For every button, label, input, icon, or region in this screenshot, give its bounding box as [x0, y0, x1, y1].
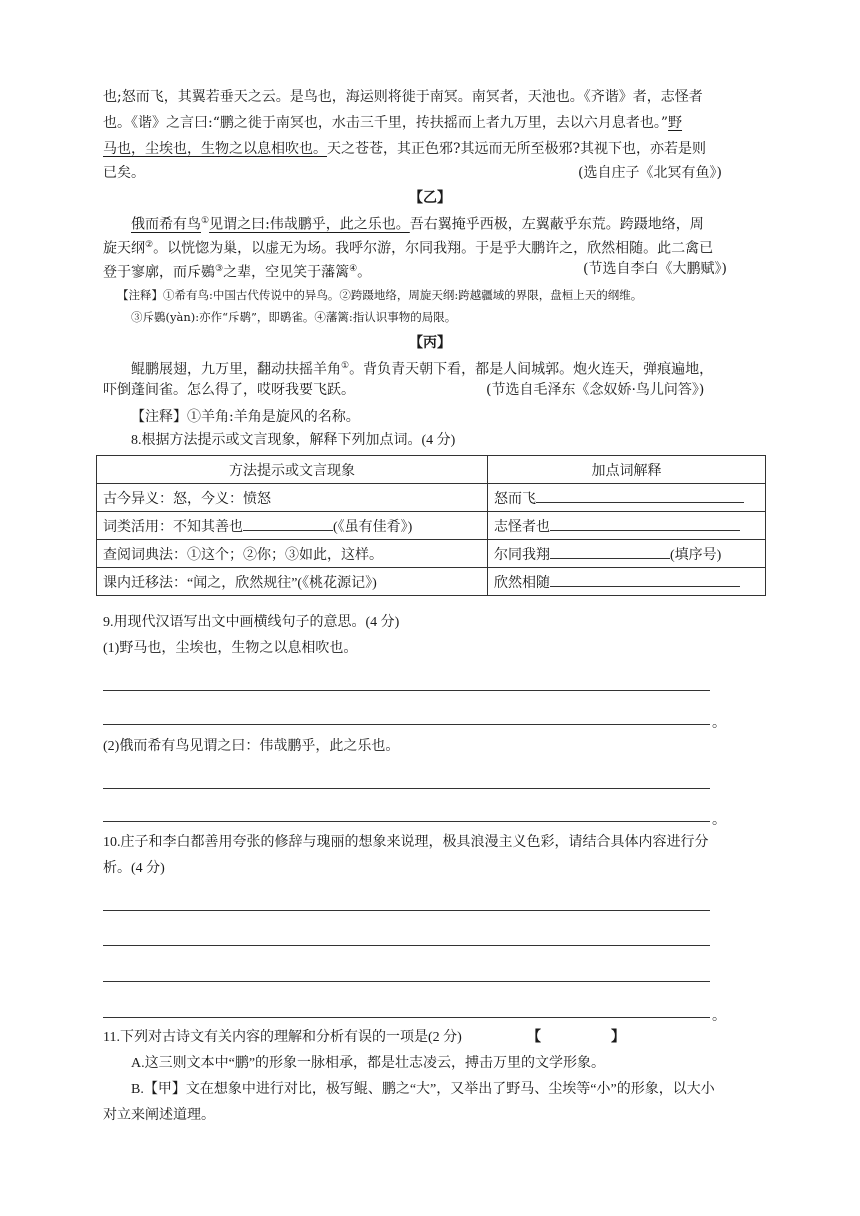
q9-sub1: (1)野马也，尘埃也，生物之以息相吹也。: [103, 641, 358, 656]
q8-item-suffix: (填序号): [670, 547, 722, 563]
passage-yi-line1-rest: 吾右翼掩乎西极，左翼蔽乎东荒。跨蹑地络，周: [409, 216, 704, 233]
note-mark-2: ②: [145, 240, 154, 250]
passage-yi-heading: 【乙】: [409, 190, 451, 206]
passage-yi-source: (节选自李白《大鹏赋》): [583, 261, 727, 277]
table-row: [97, 512, 766, 540]
q11-prompt: 11.下列对古诗文有关内容的理解和分析有误的一项是(2 分): [103, 1030, 462, 1045]
q8-method-cell: 古今异义：怒，今义：愤怒: [97, 484, 488, 512]
q8-method-suffix: (《虽有佳肴》): [333, 519, 413, 535]
q8-header-method: 方法提示或文言现象: [97, 456, 488, 484]
answer-line[interactable]: [103, 690, 710, 691]
passage-yi-line1: [131, 212, 704, 234]
table-row: [97, 568, 766, 596]
answer-period: 。: [712, 715, 726, 731]
q8-prompt: 8.根据方法提示或文言现象，解释下列加点词。(4 分): [131, 433, 456, 448]
q8-answer-cell: [488, 484, 766, 512]
q11-option-b-line1[interactable]: B.【甲】文在想象中进行对比，极写鲲、鹏之“大”，又举出了野马、尘埃等“小”的形象，以大小: [131, 1082, 715, 1097]
q8-item: 志怪者也: [494, 519, 550, 535]
answer-blank[interactable]: [536, 488, 744, 503]
q8-header-answer: 加点词解释: [488, 456, 766, 484]
passage-bing-line2: 吓倒蓬间雀。怎么得了，哎呀我要飞跃。: [103, 382, 355, 398]
passage-jia-line2: [103, 114, 682, 132]
passage-bing-line1-rest: 。背负青天朝下看，都是人间城郭。炮火连天，弹痕遍地，: [349, 361, 714, 378]
q11-option-a[interactable]: A.这三则文本中“鹏”的形象一脉相承，都是壮志凌云，搏击万里的文学形象。: [131, 1056, 606, 1071]
q11-option-b-line2: 对立来阐述道理。: [103, 1108, 215, 1123]
answer-line[interactable]: [103, 910, 710, 911]
q10-prompt-line2: 析。(4 分): [103, 861, 165, 876]
underlined-sentence-2b: 见谓之曰:伟哉鹏乎，此之乐也。: [209, 216, 410, 233]
passage-yi-line2-rest: 。以恍惚为巢，以虚无为场。我呼尔游，尔同我翔。于是乎大鹏许之，欣然相随。此二禽已: [153, 240, 714, 257]
passage-yi-line2-text: 旋天纲: [103, 240, 145, 257]
q8-answer-cell: [488, 540, 766, 568]
q8-method-cell: 查阅词典法：①这个；②你；③如此，这样。: [97, 540, 488, 568]
passage-bing-heading: 【丙】: [409, 335, 451, 351]
passage-bing-line1-text: 鲲鹏展翅，九万里，翻动扶摇羊角: [131, 361, 341, 378]
q8-answer-cell: [488, 568, 766, 596]
passage-yi-line2: [103, 236, 713, 258]
q8-item: 尔同我翔: [494, 547, 550, 563]
underlined-sentence-1-start: 野: [668, 115, 683, 131]
q9-sub2: (2)俄而希有鸟见谓之曰：伟哉鹏乎，此之乐也。: [103, 739, 400, 754]
passage-jia-line4: 已矣。: [103, 165, 145, 181]
answer-line[interactable]: [103, 981, 710, 982]
q8-item: 怒而飞: [494, 491, 536, 507]
answer-blank[interactable]: [550, 544, 670, 559]
passage-yi-notes-2: ③斥鷃(yàn):亦作“斥鹖”，即鹖雀。④藩篱:指认识事物的局限。: [131, 310, 457, 324]
q8-header-row: [97, 456, 766, 484]
answer-blank[interactable]: [550, 516, 740, 531]
note-mark-1: ①: [201, 216, 210, 226]
passage-yi-line3: [103, 260, 371, 282]
answer-bracket-open: 【: [527, 1030, 541, 1045]
answer-line[interactable]: [103, 945, 710, 946]
passage-yi-notes-1: 【注释】①希有鸟:中国古代传说中的异鸟。②跨蹑地络，周旋天纲:跨越疆域的界限，盘桓上天的纲维。: [117, 288, 643, 302]
q8-method-cell: [97, 512, 488, 540]
table-row: [97, 540, 766, 568]
note-mark-bing-1: ①: [341, 361, 350, 371]
answer-blank[interactable]: [243, 516, 333, 531]
note-mark-3: ③: [215, 264, 224, 274]
answer-period: 。: [712, 1008, 726, 1024]
passage-jia-line3-rest: 天之苍苍，其正色邪?其远而无所至极邪?其视下也，亦若是则: [327, 141, 707, 157]
passage-jia-line2-text: 也。《谐》之言曰:“鹏之徙于南冥也，水击三千里，抟扶摇而上者九万里，去以六月息者也。”: [103, 115, 669, 131]
answer-blank[interactable]: [550, 572, 740, 587]
passage-jia-line1: 也;怒而飞，其翼若垂天之云。是鸟也，海运则将徙于南冥。南冥者，天池也。《齐谐》者，志怪者: [103, 89, 703, 105]
q10-prompt-line1: 10.庄子和李白都善用夸张的修辞与瑰丽的想象来说理，极具浪漫主义色彩，请结合具体内容进行分: [103, 835, 709, 850]
q8-method-cell: 课内迁移法：“闻之，欣然规往”(《桃花源记》): [97, 568, 488, 596]
q8-item: 欣然相随: [494, 575, 550, 591]
underlined-sentence-2a: 俄而希有鸟: [131, 216, 201, 233]
underlined-sentence-1: 马也，尘埃也，生物之以息相吹也。: [103, 141, 327, 157]
q8-answer-cell: [488, 512, 766, 540]
answer-line[interactable]: [103, 788, 710, 789]
table-row: [97, 484, 766, 512]
passage-yi-line3-mid: 之辈，空见笑于藩篱: [223, 264, 350, 281]
passage-yi-line3-text: 登于寥廓，而斥鷃: [103, 264, 215, 281]
passage-jia-line3: [103, 140, 706, 158]
passage-bing-line1: [131, 357, 713, 379]
answer-line[interactable]: [103, 821, 710, 822]
q8-method-text: 词类活用：不知其善也: [103, 519, 243, 535]
passage-yi-line3-end: 。: [357, 264, 372, 281]
q8-table: [96, 455, 766, 596]
passage-bing-source: (节选自毛泽东《念奴娇·鸟儿问答》): [486, 382, 705, 398]
note-mark-4: ④: [349, 264, 358, 274]
passage-bing-notes: 【注释】①羊角:羊角是旋风的名称。: [131, 409, 360, 425]
answer-period: 。: [712, 812, 726, 828]
passage-jia-source: (选自庄子《北冥有鱼》): [578, 165, 722, 181]
answer-line[interactable]: [103, 1017, 710, 1018]
answer-bracket-close: 】: [611, 1030, 625, 1045]
q9-prompt: 9.用现代汉语写出文中画横线句子的意思。(4 分): [103, 615, 400, 630]
answer-line[interactable]: [103, 724, 710, 725]
